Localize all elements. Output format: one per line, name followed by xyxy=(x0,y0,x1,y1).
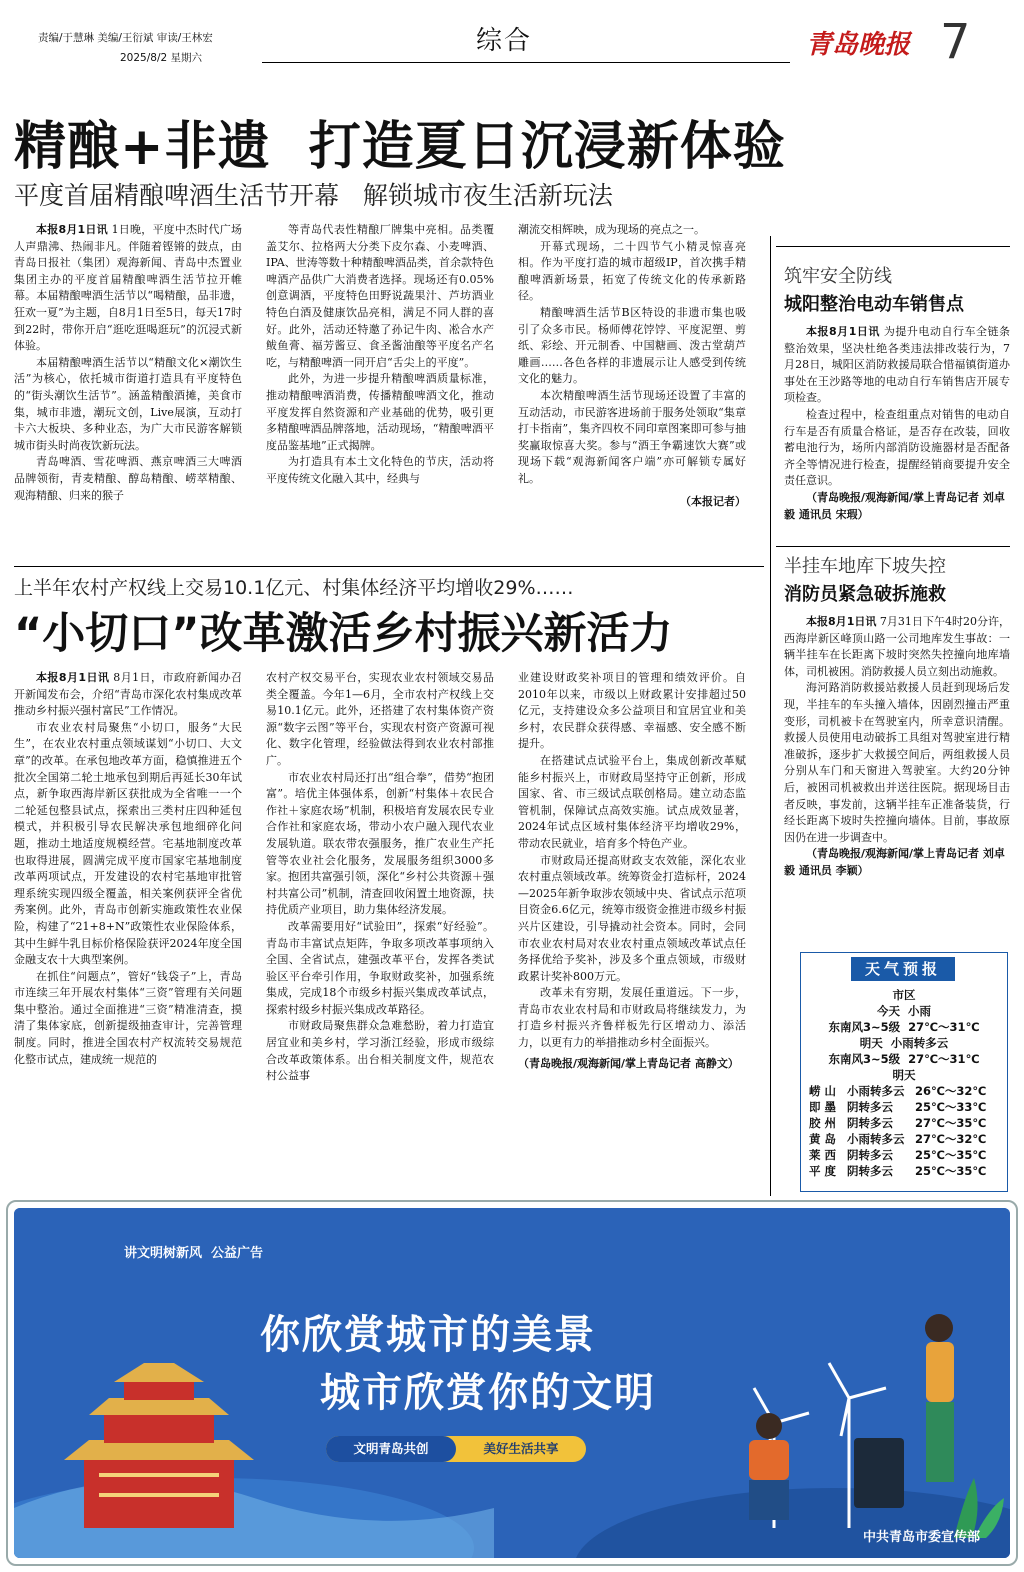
section-name: 综合 xyxy=(476,26,533,56)
weather-table xyxy=(809,1083,986,1179)
header-rule xyxy=(262,62,790,63)
sidebar2-kicker: 半挂车地库下坡失控 xyxy=(784,556,946,577)
weather-box xyxy=(800,952,1008,1192)
weather-row: 胶州 阴转多云 27℃～35℃ xyxy=(809,1116,987,1130)
article2-lead: 本报8月1日讯 xyxy=(36,671,110,684)
ad-slogan-pill xyxy=(326,1436,586,1462)
article1-credit: （本报记者） xyxy=(680,494,746,508)
article2-kicker: 上半年农村产权线上交易10.1亿元、村集体经济平均增收29%…… xyxy=(14,577,574,599)
weather-city: 市区 xyxy=(892,988,916,1002)
ad-sponsor: 中共青岛市委宣传部 xyxy=(862,1530,980,1545)
sidebar1-kicker: 筑牢安全防线 xyxy=(784,266,892,287)
article1-subtitle: 平度首届精酿啤酒生活节开幕 解锁城市夜生活新玩法 xyxy=(14,181,613,210)
sidebar-divider xyxy=(770,236,771,1196)
weather-tomorrow-wind: 东南风3~5级 27℃～31℃ xyxy=(828,1052,980,1066)
sidebar-story-2: 半挂车地库下坡失控 消防员紧急破拆施救 本报8月1日讯 7月31日下午4时20分许，西海岸新区峰顶山路一公司地库发生事故：一辆半挂车在长距离下坡时突然失控撞向地库墙体，司机被困。消防救援人员立刻出动施救。 海河路消防救援站救援人员赶到现场后发现，半挂车的车头撞入墙体，因剧烈撞击严重变形，司机被卡在驾驶室内，所幸意识清醒。救援人员使用电动破拆工具组对驾驶室进行精准破拆，逐步扩大救援空间后，两组救援人员分别从车门和天窗进入驾驶室。大约20分钟后，被困司机被救出并送往医院。据现场目击者反映，事发前，这辆半挂车正准备装货，行经长距离下坡时失控撞向墙体。目前，事故原因仍在进一步调查中。 （青岛晚报/观海新闻/掌上青岛记者 刘卓毅 通讯员 李颖） xyxy=(784,552,1010,880)
weather-tomorrow: 明天 小雨转多云 xyxy=(859,1036,949,1050)
ad-slogan-1: 文明青岛共创 xyxy=(326,1436,456,1462)
sidebar-mid-rule xyxy=(776,546,1010,547)
article1-col3: 潮流交相辉映，成为现场的亮点之一。 开幕式现场，二十四节气小精灵惊喜亮相。作为平度打造的城市超级IP，首次携手精酿啤酒新场景，拓宽了传统文化的传承新路径。 精酿啤酒生活节B区特设的非遗市集也吸引了众多市民。杨师傅花饽饽、平度泥塑、剪纸、彩绘、开元制香、中国糖画、泼古堂葫芦雕画……各色各样的非遗展示让人感受到传统文化的魅力。 本次精酿啤酒生活节现场还设置了丰富的互动活动，市民游客进场前于服务处领取“集章打卡指南”，集齐四枚不同印章图案即可参与抽奖赢取惊喜大奖。参与“酒王争霸速饮大赛”或现场下载“观海新闻客户端”亦可解锁专属好礼。 （本报记者） xyxy=(518,222,746,510)
weather-today-wind: 东南风3~5级 27℃～31℃ xyxy=(828,1020,980,1034)
ad-tag: 讲文明树新风 公益广告 xyxy=(124,1246,264,1261)
article2-col1: 本报8月1日讯 8月1日，市政府新闻办召开新闻发布会，介绍“青岛市深化农村集成改革 推动乡村振兴强村富民”工作情况。 市农业农村局聚焦“小切口，服务“大民生”，在农业农村重点领域谋划“小切口、大文章”的改革。在承包地改革方面，稳慎推进五个批次全国第二轮土地承包到期后再延长30年试点，新争取西海岸新区获批成为全省唯一一个二轮延包整县试点，探索出三类村庄四种延包模式，并积极引导农民解决承包地细碎化问题，推动土地适度规模经营。宅基地制度改革也取得进展，圆满完成平度市国家宅基地制度改革两项试点，开发建设的农村宅基地审批管理系统实现四级全覆盖，相关案例获评全省优秀案例。此外，青岛市创新实施政策性农业保险，构建了“21+8+N”政策性农业保险体系，其中生鲜牛乳目标价格保险获评2024年度全国金融支农十大典型案例。 在抓住“问题点”，管好“钱袋子”上，青岛市连续三年开展农村集体“三资”管理有关问题集中整治。通过全面推进“三资”精准清查，摸清了集体家底，创新提级抽查审计，完善管理制度。同时，推进全国农村产权流转交易规范化整市试点，建成统一规范的 xyxy=(14,671,243,1066)
article2-title: “小切口”改革激活乡村振兴新活力 xyxy=(14,609,673,659)
page-number: 7 xyxy=(940,14,971,70)
issue-date: 2025/8/2 星期六 xyxy=(120,52,202,64)
ad-slogan-2: 美好生活共享 xyxy=(483,1441,559,1456)
sidebar-story-1: 筑牢安全防线 城阳整治电动车销售点 本报8月1日讯 为提升电动自行车全链条整治效果，坚决杜绝各类违法排改装行为，7月28日，城阳区消防救援局联合惜福镇街道办事处在王沙路等地的电动自行车销售店开展专项检查。 检查过程中，检查组重点对销售的电动自行车是否有质量合格证，是否存在改装，回收蓄电池行为，场所内部消防设施器材是否配备齐全等情况进行检查，提醒经销商要提升安全责任意识。 （青岛晚报/观海新闻/掌上青岛记者 刘卓毅 通讯员 宋瑕） xyxy=(784,262,1010,523)
article1-col1: 本报8月1日讯 1日晚，平度中杰时代广场人声鼎沸、热闹非凡。伴随着铿锵的鼓点，由青岛日报社（集团）观海新闻、青岛中杰置业集团主办的平度首届精酿啤酒生活节拉开帷幕。本届精酿啤酒生活节以“喝精酿，品非遗，狂欢一夏”为主题，自8月1日至5日，每天17时到22时，带你开启“逛吃逛喝逛玩”的沉浸式新体验。 本届精酿啤酒生活节以“精酿文化×潮饮生活”为核心，依托城市街道打造具有平度特色的“街头潮饮生活节”。涵盖精酿酒摊，美食市集，城市非遗，潮玩文创，Live展演，互动打卡六大板块、多种业态，为广大市民游客解锁城市街头时尚夜饮新玩法。 青岛啤酒、雪花啤酒、燕京啤酒三大啤酒品牌领衔，青麦精酿、醇岛精酿、崂萃精酿、观海精酿、归来的猴子 xyxy=(14,223,243,502)
paper-logo: 青岛晚报 xyxy=(806,30,911,60)
ad-frame xyxy=(6,1200,1018,1566)
ad-headline-2: 城市欣赏你的文明 xyxy=(320,1370,656,1416)
weather-row: 崂山 小雨转多云 26℃～32℃ xyxy=(809,1084,987,1098)
sidebar1-lead: 本报8月1日讯 xyxy=(806,325,880,338)
weather-tomorrow-header: 明天 xyxy=(892,1068,916,1082)
ad-banner xyxy=(14,1208,1010,1558)
sidebar1-credit: （青岛晚报/观海新闻/掌上青岛记者 刘卓毅 通讯员 宋瑕） xyxy=(784,490,1005,521)
article1-lead: 本报8月1日讯 xyxy=(36,223,108,236)
sidebar-top-rule xyxy=(776,246,1010,247)
sidebar2-title: 消防员紧急破拆施救 xyxy=(784,584,946,605)
weather-title: 天气预报 xyxy=(851,957,955,981)
ad-headline-1: 你欣赏城市的美景 xyxy=(260,1312,596,1358)
weather-row: 黄岛 小雨转多云 27℃～32℃ xyxy=(809,1132,987,1146)
weather-row: 莱西 阴转多云 25℃～35℃ xyxy=(809,1148,987,1162)
sidebar2-lead: 本报8月1日讯 xyxy=(806,615,877,628)
weather-row: 即墨 阴转多云 25℃～33℃ xyxy=(809,1100,987,1114)
editors-line: 责编/于慧琳 美编/王衍斌 审读/王林宏 xyxy=(38,32,213,44)
article1-col2: 等青岛代表性精酿厂牌集中亮相。品类覆盖艾尔、拉格两大分类下皮尔森、小麦啤酒、IPA、世涛等数十种精酿啤酒品类，首余款特色啤酒产品供广大消费者选择。现场还有0.05%创意调酒，平度特色田野说蔬果汁、芦坊酒业特色白酒及健康饮品亮相，满足不同人群的喜好。此外，活动还特邀了孙记牛肉、凇合水产鲅鱼膏、福芳酱豆、食圣酱油酿等平度名产名吃，与精酿啤酒一同开启“舌尖上的平度”。 此外，为进一步提升精酿啤酒质量标准，推动精酿啤酒消费，传播精酿啤酒文化，推动平度发挥自然资源和产业基础的优势，吸引更多精酿啤酒品牌落地，活动现场，“精酿啤酒平度品鉴基地”正式揭牌。 为打造具有本土文化特色的节庆，活动将平度传统文化融入其中，经典与 xyxy=(266,223,494,485)
article2-col2: 农村产权交易平台，实现农业农村领域交易品类全覆盖。今年1—6月，全市农村产权线上交易10.1亿元。此外，还搭建了农村集体资产资源“数字云图”等平台，实现农村资产资源可视化、数字化管理，经验做法得到农业农村部推广。 市农业农村局还打出“组合拳”，借势“抱团富”。培优主体强体系，创新“村集体＋农民合作社＋家庭农场”机制，积极培育发展农民专业合作社和家庭农场，带动小农户融入现代农业发展轨道。联农带农强服务，推广农业生产托管等农业社会化服务，发展服务组织3000多家。抱团共富强引领，深化“乡村公共资源＋强村共富公司”机制，清查回收闲置土地资源，扶持优质产业项目，助力集体经济发展。 改革需要用好“试验田”，探索“好经验”。青岛市丰富试点矩阵，争取多项改革事项纳入全国、全省试点，建强改革平台，发挥各类试验区平台牵引作用，争取财政奖补，加强系统集成，完成18个市级乡村振兴集成改革试点，探索村级乡村振兴集成改革路径。 市财政局聚焦群众急难愁盼，着力打造宜居宜业和美乡村，学习浙江经验，形成市级综合改革政策体系。出台相关制度文件，规范农村公益事 xyxy=(266,671,494,1083)
weather-today: 今天 小雨 xyxy=(876,1004,931,1018)
article2-credit: （青岛晚报/观海新闻/掌上青岛记者 高静文） xyxy=(518,1056,739,1070)
article2-col3: 业建设财政奖补项目的管理和绩效评价。自2010年以来，市级以上财政累计安排超过50亿元，支持建设众多公益项目和宜居宜业和美乡村，农民群众获得感、幸福感、安全感不断提升。 在搭建试点试验平台上，集成创新改革赋能乡村振兴上，市财政局坚持守正创新，形成国家、省、市三级试点联创格局。建立动态监管机制，保障试点高效实施。试点成效显著，2024年试点区域村集体经济平均增收29%，带动农民就业，培育多个特色产业。 市财政局还提高财政支农效能，深化农业农村重点领域改革。统筹资金打造标杆，2024—2025年新争取涉农领域中央、省试点示范项目资金6.6亿元，统筹市级资金推进市级乡村振兴片区建设，引导撬动社会资本。同时，会同市农业农村局对农业农村重点领域改革试点任务择优给予奖补，涉及多个重点领域，市级财政累计奖补800万元。 改革未有穷期，发展任重道远。下一步，青岛市农业农村局和市财政局将继续发力，为打造乡村振兴齐鲁样板先行区增动力、添活力，以更有力的举措推动乡村全面振兴。 （青岛晚报/观海新闻/掌上青岛记者 高静文） xyxy=(518,670,746,1072)
weather-row: 平度 阴转多云 25℃～35℃ xyxy=(809,1164,987,1178)
sidebar2-credit: （青岛晚报/观海新闻/掌上青岛记者 刘卓毅 通讯员 李颖） xyxy=(784,847,1005,877)
sidebar1-title: 城阳整治电动车销售点 xyxy=(784,294,964,315)
article1-title: 精酿+非遗 打造夏日沉浸新体验 xyxy=(14,117,786,177)
article-divider xyxy=(14,566,764,567)
